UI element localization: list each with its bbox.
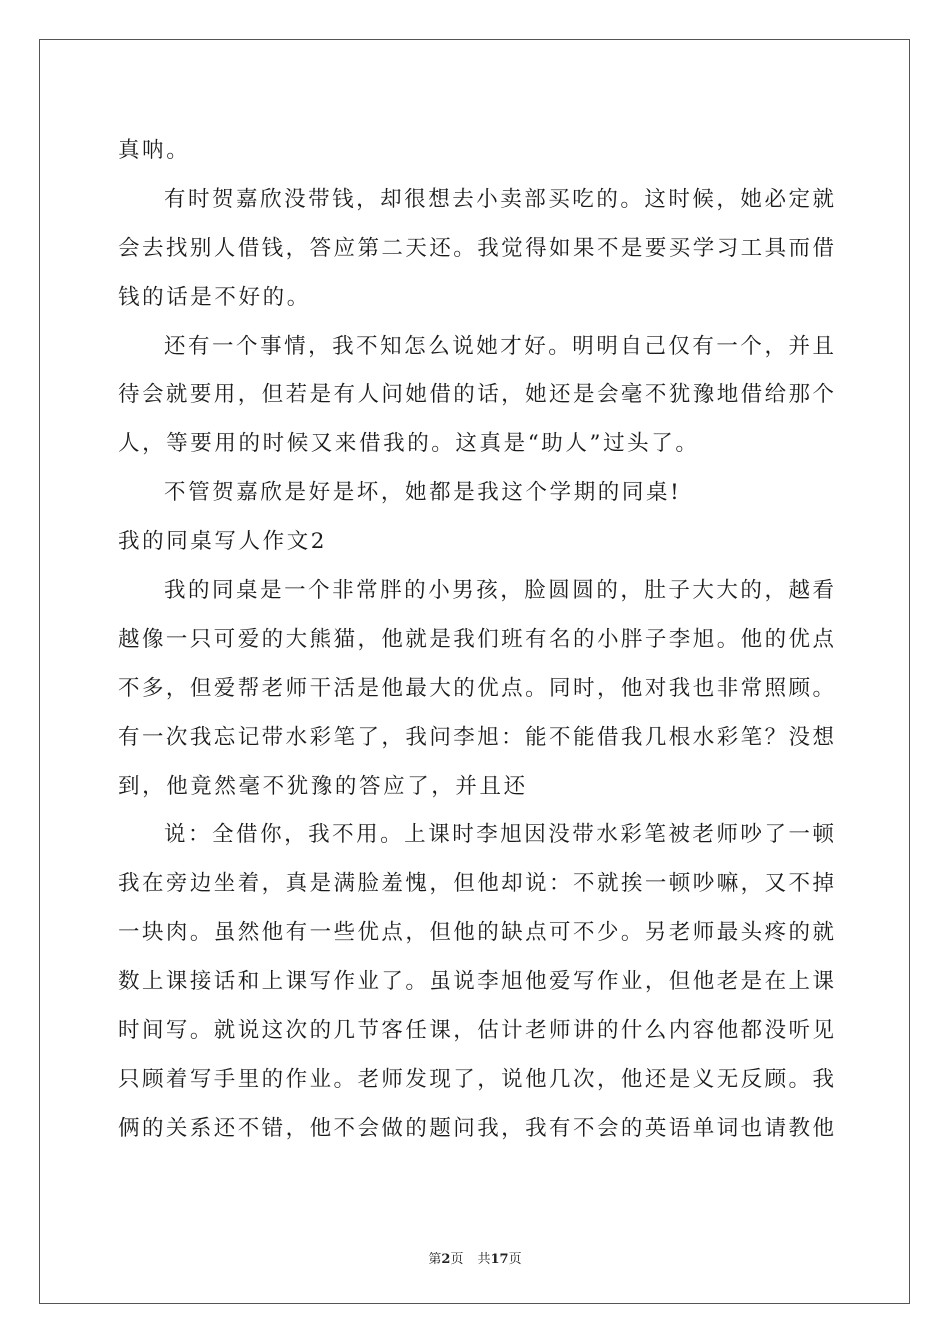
text-line: 说：全借你，我不用。上课时李旭因没带水彩笔被老师吵了一顿 [164,822,834,848]
text-line: 越像一只可爱的大熊猫，他就是我们班有名的小胖子李旭。他的优点 [118,626,834,652]
text-line: 我的同桌是一个非常胖的小男孩，脸圆圆的，肚子大大的，越看 [164,578,834,604]
text-line: 待会就要用，但若是有人问她借的话，她还是会毫不犹豫地借给那个 [118,382,834,408]
text-line: 我在旁边坐着，真是满脸羞愧，但他却说：不就挨一顿吵嘛，又不掉 [118,871,834,897]
page-unit: 页 [450,1252,464,1267]
text-line: 人，等要用的时候又来借我的。这真是“助人”过头了。 [118,431,700,457]
page-total: 17 [490,1252,509,1267]
document-body [118,127,834,1154]
page-footer [0,1248,950,1267]
text-line: 数上课接话和上课写作业了。虽说李旭他爱写作业，但他老是在上课 [118,969,834,995]
text-line: 会去找别人借钱，答应第二天还。我觉得如果不是要买学习工具而借 [118,235,834,261]
text-line: 一块肉。虽然他有一些优点，但他的缺点可不少。另老师最头疼的就 [118,920,834,946]
text-line: 钱的话是不好的。 [118,284,311,310]
total-prefix: 共 [477,1252,491,1267]
page-prefix: 第 [428,1252,442,1267]
text-line: 还有一个事情，我不知怎么说她才好。明明自己仅有一个，并且 [164,333,834,359]
total-unit: 页 [508,1252,522,1267]
text-line: 不多，但爱帮老师干活是他最大的优点。同时，他对我也非常照顾。 [118,675,834,701]
text-line: 俩的关系还不错，他不会做的题问我，我有不会的英语单词也请教他 [118,1115,834,1141]
text-line: 只顾着写手里的作业。老师发现了，说他几次，他还是义无反顾。我 [118,1066,834,1092]
text-line: 有时贺嘉欣没带钱，却很想去小卖部买吃的。这时候，她必定就 [164,186,834,212]
text-line: 不管贺嘉欣是好是坏，她都是我这个学期的同桌! [164,480,682,506]
section-heading: 我的同桌写人作文2 [118,529,328,555]
text-line: 到，他竟然毫不犹豫的答应了，并且还 [118,773,528,799]
text-line: 有一次我忘记带水彩笔了，我问李旭：能不能借我几根水彩笔？没想 [118,724,834,750]
text-line: 真呐。 [118,138,191,163]
text-line: 时间写。就说这次的几节客任课，估计老师讲的什么内容他都没听见 [118,1018,834,1044]
page-number: 2 [441,1252,451,1267]
